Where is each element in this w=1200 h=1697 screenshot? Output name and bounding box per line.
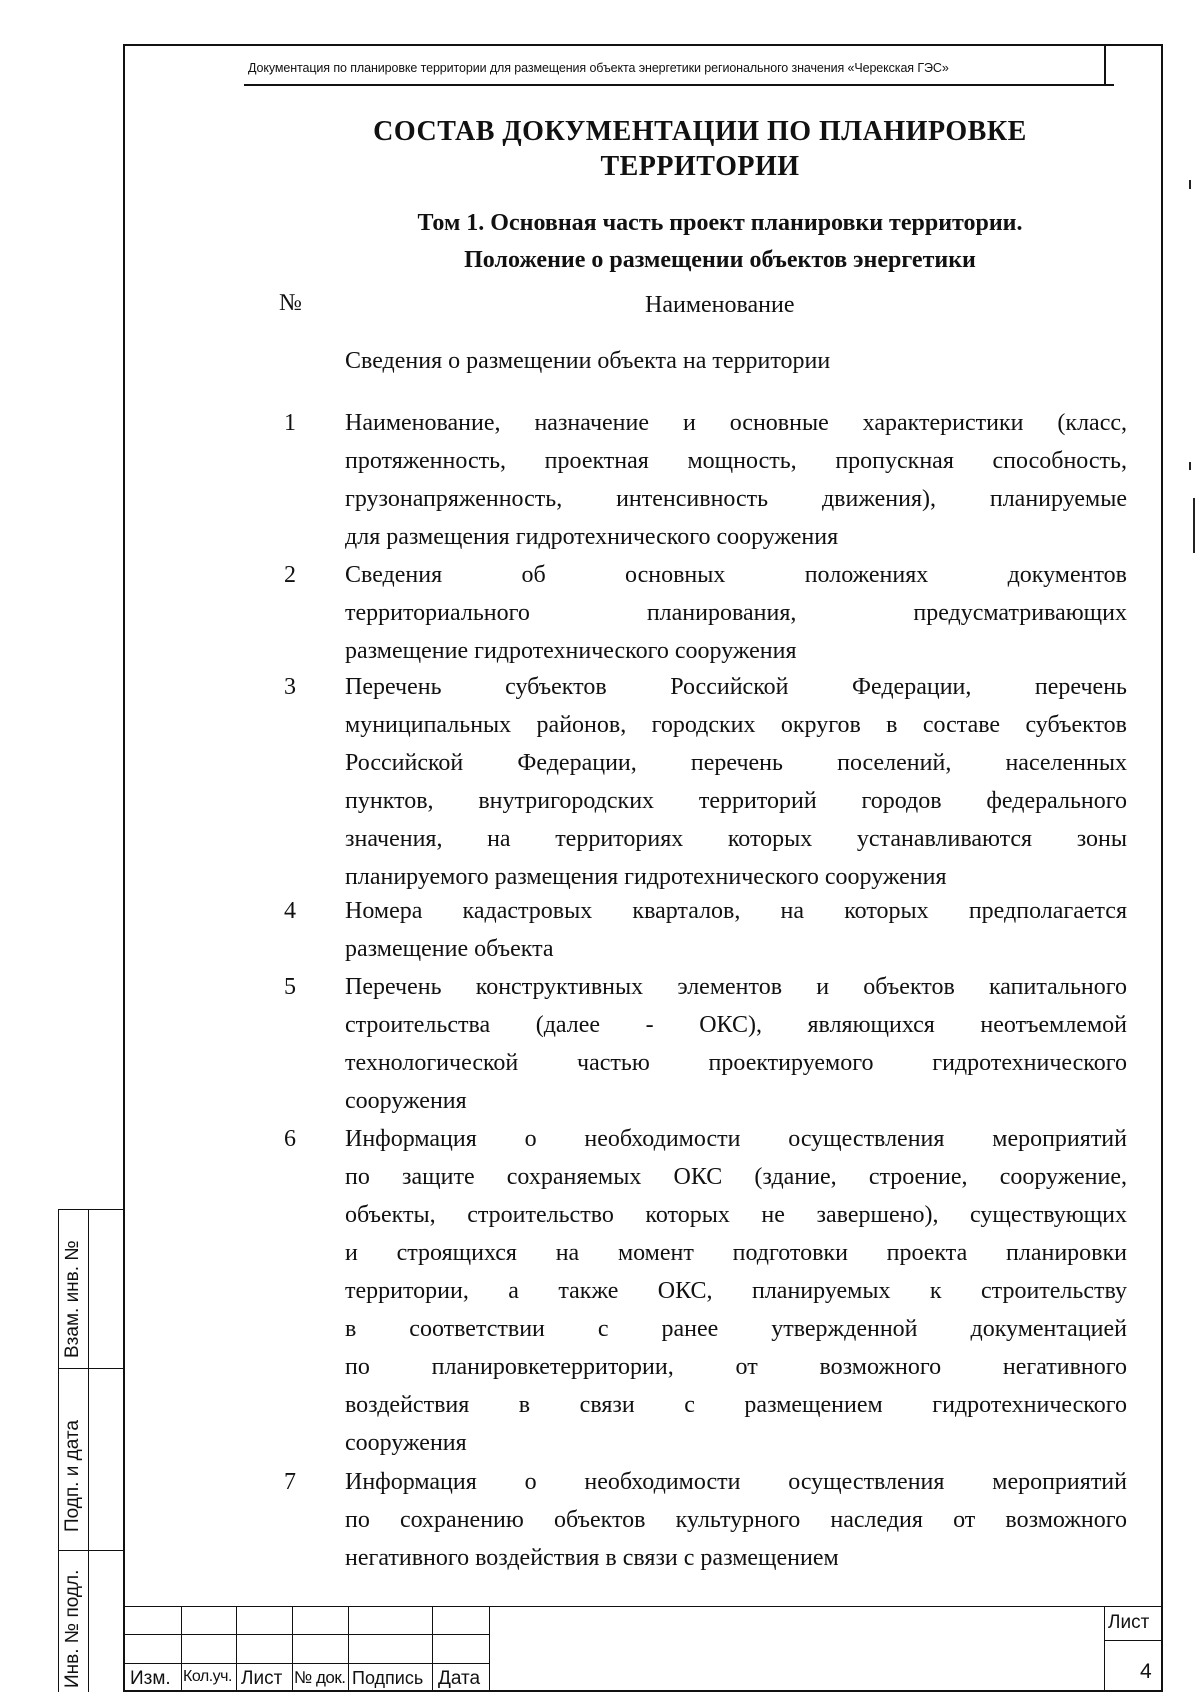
sidebar-original-inv-label: Инв. № подл. [62,1569,83,1688]
item-text-line: и строящихся на момент подготовки проекта планировки [345,1240,1127,1266]
item-text-line: муниципальных районов, городских округов в составе субъектов [345,712,1127,738]
item-text-line: Номера кадастровых кварталов, на которых предполагается [345,898,1127,924]
item-text-line: Перечень конструктивных элементов и объектов капитального [345,974,1127,1000]
stamp-col-line [432,1606,433,1692]
stamp-top-line [123,1606,1163,1607]
item-text [345,404,1127,556]
document-header: Документация по планировке территории для размещения объекта энергетики регионального значения «Черекская ГЭС» [248,61,949,75]
sheet-label: Лист [1108,1612,1150,1633]
item-text [345,968,1127,1120]
scan-mark [1193,498,1195,553]
item-text-line: планируемого размещения гидротехнического сооружения [345,864,947,890]
item-text-line: Перечень субъектов Российской Федерации, перечень [345,674,1127,700]
header-divider [244,84,1114,86]
item-text-line: Информация о необходимости осуществления мероприятий [345,1126,1127,1152]
item-text-line: по сохранению объектов культурного наследия от возможного [345,1507,1127,1533]
item-text-line: объекты, строительство которых не завершено), существующих [345,1202,1127,1228]
item-text-line: Информация о необходимости осуществления мероприятий [345,1469,1127,1495]
sidebar-outer-line [58,1209,59,1692]
sidebar-signature-date-label: Подп. и дата [62,1420,83,1532]
stamp-col-line [236,1606,237,1692]
item-number: 7 [284,1469,296,1495]
item-text [345,892,1127,968]
page-title-line1: СОСТАВ ДОКУМЕНТАЦИИ ПО ПЛАНИРОВКЕ [373,116,1027,147]
item-text-line: Наименование, назначение и основные характеристики (класс, [345,410,1127,436]
sidebar-replacement-inv-label: Взам. инв. № [62,1240,83,1358]
scan-mark [1189,180,1191,189]
page-title [360,114,1040,184]
item-text-line: значения, на территориях которых устанавливаются зоны [345,826,1127,852]
item-text-line: грузонапряженность, интенсивность движения), планируемые [345,486,1127,512]
stamp-kol-uch-label: Кол.уч. [183,1668,232,1685]
item-text-line: размещение объекта [345,936,554,962]
item-number: 3 [284,674,296,700]
stamp-row-line [123,1663,489,1664]
item-text-line: для размещения гидротехнического сооружения [345,524,839,550]
volume-title-line1: Том 1. Основная часть проект планировки территории. [417,210,1023,236]
item-text [345,1120,1127,1462]
stamp-date-label: Дата [438,1668,481,1689]
page-title-line2: ТЕРРИТОРИИ [600,151,800,182]
item-text-line: по планировкетерритории, от возможного негативного [345,1354,1127,1380]
item-text-line: воздействия в связи с размещением гидротехнического [345,1392,1127,1418]
sidebar-inner-line [88,1209,89,1692]
item-number: 6 [284,1126,296,1152]
item-text [345,556,1127,670]
item-text-line: размещение гидротехнического сооружения [345,638,797,664]
item-text-line: протяженность, проектная мощность, пропускная способность, [345,448,1127,474]
sidebar-divider [58,1368,124,1369]
section-intro: Сведения о размещении объекта на территории [345,348,831,374]
item-text-line: в соответствии с ранее утвержденной документацией [345,1316,1127,1342]
item-text-line: негативного воздействия в связи с размещением [345,1545,839,1571]
stamp-row-line [123,1634,489,1635]
stamp-col-line [181,1606,182,1692]
item-text-line: Российской Федерации, перечень поселений, населенных [345,750,1127,776]
stamp-col-line [292,1606,293,1692]
header-corner-line [1104,44,1106,84]
volume-title-line2: Положение о размещении объектов энергетики [464,247,976,273]
stamp-signature-label: Подпись [352,1668,424,1688]
item-text-line: технологической частью проектируемого гидротехнического [345,1050,1127,1076]
scan-mark [1189,462,1191,470]
item-number: 2 [284,562,296,588]
stamp-doc-number-label: № док. [294,1668,346,1687]
item-number: 5 [284,974,296,1000]
stamp-sheet-divider [1104,1640,1163,1641]
volume-title [350,205,1090,279]
item-number: 4 [284,898,296,924]
item-text [345,1463,1127,1577]
stamp-sheet-line [1104,1606,1105,1692]
item-text-line: по защите сохраняемых ОКС (здание, строение, сооружение, [345,1164,1127,1190]
item-text-line: Сведения об основных положениях документов [345,562,1127,588]
sidebar-divider [58,1209,124,1210]
stamp-col-line [489,1606,490,1692]
column-number-header: № [279,290,302,316]
item-text-line: строительства (далее - ОКС), являющихся неотъемлемой [345,1012,1127,1038]
item-number: 1 [284,410,296,436]
sidebar-divider [58,1550,124,1551]
sheet-number: 4 [1140,1660,1152,1683]
stamp-izm-label: Изм. [130,1668,171,1689]
stamp-list-label: Лист [241,1668,283,1689]
item-text-line: пунктов, внутригородских территорий городов федерального [345,788,1127,814]
item-text-line: сооружения [345,1430,467,1456]
stamp-col-line [348,1606,349,1692]
item-text-line: территории, а также ОКС, планируемых к строительству [345,1278,1127,1304]
item-text-line: сооружения [345,1088,467,1114]
item-text-line: территориального планирования, предусматривающих [345,600,1127,626]
column-name-header: Наименование [645,292,795,318]
item-text [345,668,1127,896]
